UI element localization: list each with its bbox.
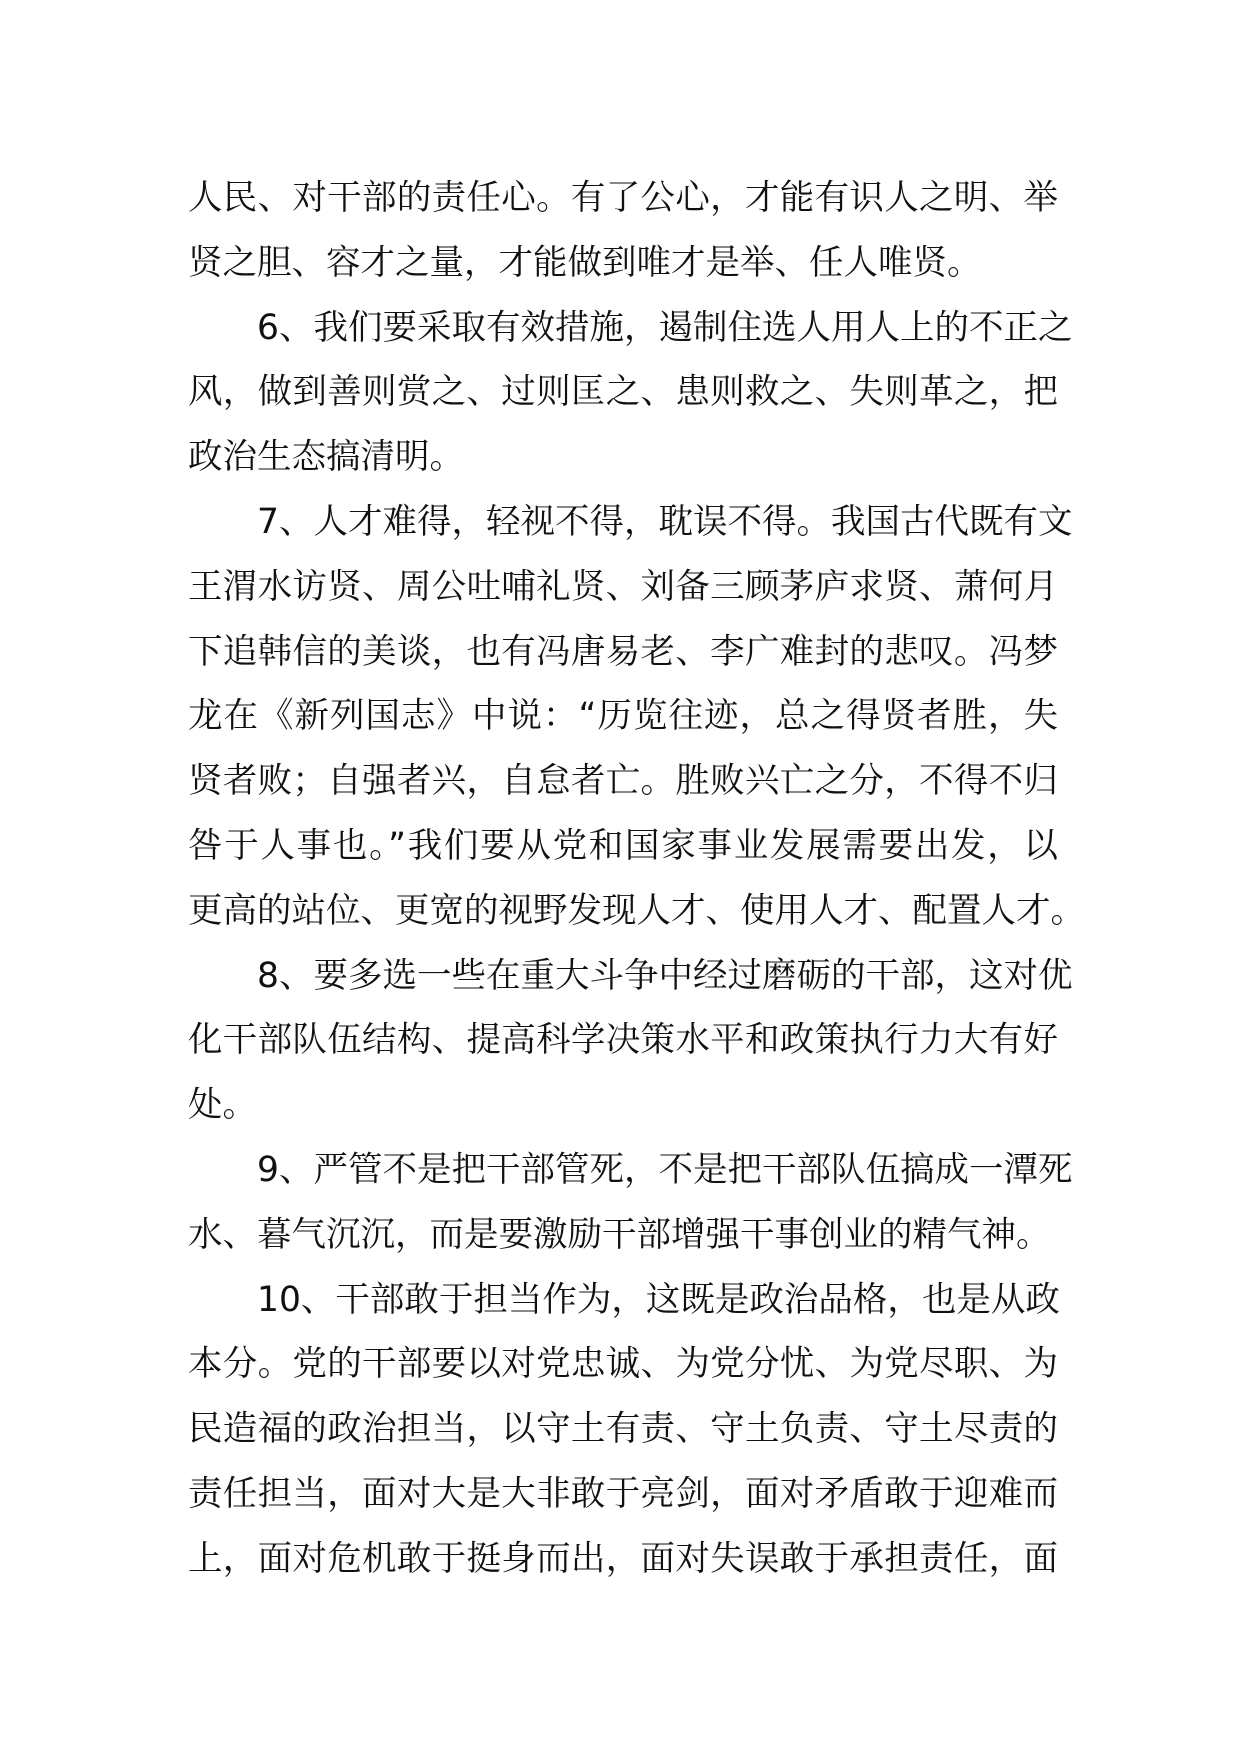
text-line: 咎于人事也。”我们要从党和国家事业发展需要出发，以 [188, 825, 1058, 866]
text-line: 人民、对干部的责任心。有了公心，才能有识人之明、举 [188, 178, 1058, 218]
paragraph-9-start: 9、严管不是把干部管死，不是把干部队伍搞成一潭死 [257, 1149, 1073, 1190]
text-line: 政治生态搞清明。 [188, 437, 464, 478]
paragraph-7-start: 7、人才难得，轻视不得，耽误不得。我国古代既有文 [257, 501, 1073, 542]
text-line: 民造福的政治担当，以守土有责、守土负责、守土尽责的 [188, 1409, 1058, 1450]
text-line: 水、暮气沉沉，而是要激励干部增强干事创业的精气神。 [188, 1214, 1051, 1255]
text-line: 本分。党的干部要以对党忠诚、为党分忧、为党尽职、为 [188, 1344, 1058, 1385]
text-line: 贤之胆、容才之量，才能做到唯才是举、任人唯贤。 [188, 242, 982, 283]
paragraph-6-start: 6、我们要采取有效措施，遏制住选人用人上的不正之 [257, 307, 1073, 348]
text-line: 处。 [188, 1085, 257, 1126]
paragraph-8-start: 8、要多选一些在重大斗争中经过磨砺的干部，这对优 [257, 955, 1073, 996]
text-line: 风，做到善则赏之、过则匡之、患则救之、失则革之，把 [188, 372, 1058, 413]
text-line: 下追韩信的美谈，也有冯唐易老、李广难封的悲叹。冯梦 [188, 631, 1058, 672]
paragraph-10-start: 10、干部敢于担当作为，这既是政治品格，也是从政 [257, 1279, 1060, 1320]
text-line: 贤者败；自强者兴，自怠者亡。胜败兴亡之分，不得不归 [188, 761, 1058, 802]
text-line: 龙在《新列国志》中说：“历览往迹，总之得贤者胜，失 [188, 696, 1058, 737]
text-line: 更高的站位、更宽的视野发现人才、使用人才、配置人才。 [188, 890, 1085, 931]
body-text [188, 166, 1085, 1592]
text-line: 王渭水访贤、周公吐哺礼贤、刘备三顾茅庐求贤、萧何月 [188, 566, 1058, 607]
text-line: 上，面对危机敢于挺身而出，面对失误敢于承担责任，面 [188, 1538, 1058, 1579]
text-line: 责任担当，面对大是大非敢于亮剑，面对矛盾敢于迎难而 [188, 1473, 1058, 1514]
text-line: 化干部队伍结构、提高科学决策水平和政策执行力大有好 [188, 1020, 1058, 1061]
